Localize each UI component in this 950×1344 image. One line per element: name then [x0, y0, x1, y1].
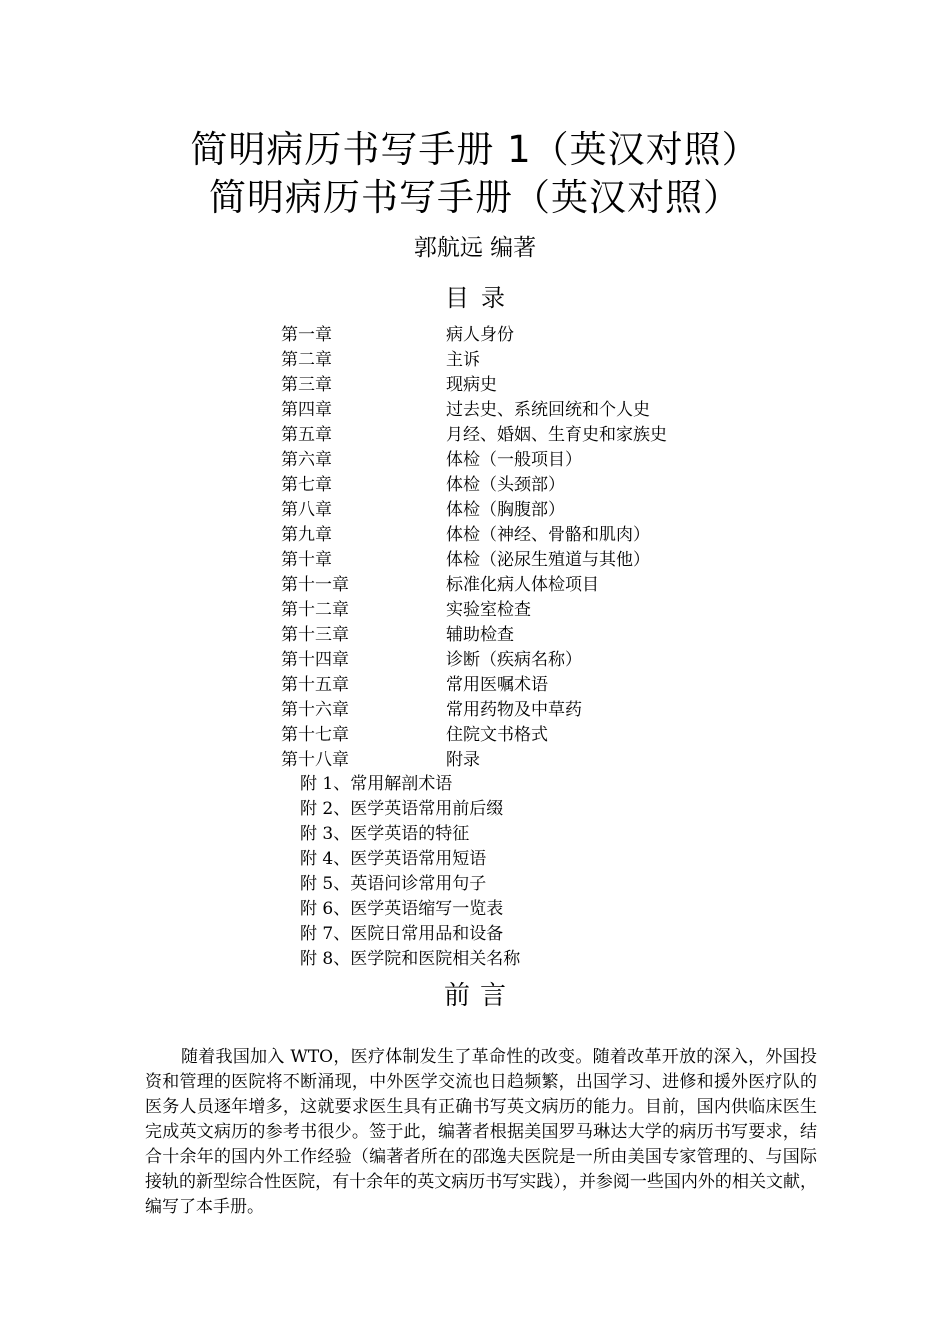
toc-chapter-title: 月经、婚姻、生育史和家族史 [446, 425, 667, 445]
toc-chapter-number: 第六章 [281, 450, 332, 470]
toc-row [281, 523, 667, 548]
toc-row [281, 398, 667, 423]
toc-row [281, 473, 667, 498]
toc-chapter-title: 病人身份 [446, 325, 514, 345]
toc-row [281, 498, 667, 523]
toc-chapter-title: 标准化病人体检项目 [446, 575, 599, 595]
toc-chapter-title: 体检（神经、骨骼和肌肉） [446, 525, 650, 545]
toc-appendix-item: 附 2、医学英语常用前后缀 [300, 799, 504, 819]
document-title-line2: 简明病历书写手册（英汉对照） [209, 176, 741, 219]
preface-heading: 前言 [443, 981, 516, 1011]
toc-appendix-item: 附 7、医院日常用品和设备 [300, 924, 504, 944]
toc-chapter-title: 体检（一般项目） [446, 450, 582, 470]
toc-row [281, 673, 667, 698]
toc-row [281, 723, 667, 748]
toc-appendix-item: 附 8、医学院和医院相关名称 [300, 949, 521, 969]
toc-chapter-title: 住院文书格式 [446, 725, 548, 745]
toc-chapter-title: 辅助检查 [446, 625, 514, 645]
toc-chapter-title: 常用药物及中草药 [446, 700, 582, 720]
preface-paragraph: 随着我国加入 WTO，医疗体制发生了革命性的改变。随着改革开放的深入，外国投资和管理的医院将不断涌现，中外医学交流也日趋频繁，出国学习、进修和援外医疗队的医务人员逐年增多，这就要求医生具有正确书写英文病历的能力。目前，国内供临床医生完成英文病历的参考书很少。签于此，编著者根据美国罗马琳达大学的病历书写要求，结合十余年的国内外工作经验（编著者所在的邵逸夫医院是一所由美国专家管理的、与国际接轨的新型综合性医院，有十余年的英文病历书写实践），并参阅一些国内外的相关文献，编写了本手册。 [145, 1047, 817, 1217]
toc-chapter-number: 第十六章 [281, 700, 349, 720]
toc-chapter-title: 过去史、系统回统和个人史 [446, 400, 650, 420]
toc-row [281, 573, 667, 598]
toc-chapter-number: 第二章 [281, 350, 332, 370]
toc-appendix-item: 附 3、医学英语的特征 [300, 824, 470, 844]
toc-chapter-title: 常用医嘱术语 [446, 675, 548, 695]
document-title-line1: 简明病历书写手册 1（英汉对照） [190, 128, 760, 171]
toc-row [281, 598, 667, 623]
toc-chapter-title: 主诉 [446, 350, 480, 370]
author-line: 郭航远 编著 [413, 235, 537, 261]
toc-row [281, 348, 667, 373]
toc-chapter-number: 第一章 [281, 325, 332, 345]
toc-row [281, 373, 667, 398]
toc-chapter-title: 体检（泌尿生殖道与其他） [446, 550, 650, 570]
toc-chapter-title: 体检（胸腹部） [446, 500, 565, 520]
toc-row [281, 423, 667, 448]
toc-chapter-number: 第十五章 [281, 675, 349, 695]
toc-row [281, 698, 667, 723]
toc-chapter-number: 第七章 [281, 475, 332, 495]
toc-appendix-item: 附 1、常用解剖术语 [300, 774, 453, 794]
toc-row [281, 323, 667, 348]
toc-chapter-number: 第十八章 [281, 750, 349, 770]
toc-row [281, 648, 667, 673]
toc-row [281, 748, 667, 773]
toc-row [281, 623, 667, 648]
toc-chapter-title: 体检（头颈部） [446, 475, 565, 495]
toc-chapter-number: 第五章 [281, 425, 332, 445]
toc-chapter-number: 第九章 [281, 525, 332, 545]
toc-chapter-number: 第三章 [281, 375, 332, 395]
toc-appendix-item: 附 6、医学英语缩写一览表 [300, 899, 504, 919]
toc-chapter-number: 第十二章 [281, 600, 349, 620]
toc-appendix-item: 附 5、英语问诊常用句子 [300, 874, 487, 894]
toc-chapter-title: 诊断（疾病名称） [446, 650, 582, 670]
toc-chapter-title: 实验室检查 [446, 600, 531, 620]
toc-chapter-number: 第十四章 [281, 650, 349, 670]
toc-appendix-list [300, 772, 520, 972]
toc-chapter-list [281, 323, 667, 773]
toc-row [281, 548, 667, 573]
toc-row [281, 448, 667, 473]
toc-chapter-number: 第十七章 [281, 725, 349, 745]
toc-chapter-number: 第八章 [281, 500, 332, 520]
toc-appendix-item: 附 4、医学英语常用短语 [300, 849, 487, 869]
toc-heading: 目录 [445, 284, 517, 312]
toc-chapter-title: 附录 [446, 750, 480, 770]
toc-chapter-number: 第四章 [281, 400, 332, 420]
toc-chapter-title: 现病史 [446, 375, 497, 395]
toc-chapter-number: 第十一章 [281, 575, 349, 595]
toc-chapter-number: 第十三章 [281, 625, 349, 645]
toc-chapter-number: 第十章 [281, 550, 332, 570]
